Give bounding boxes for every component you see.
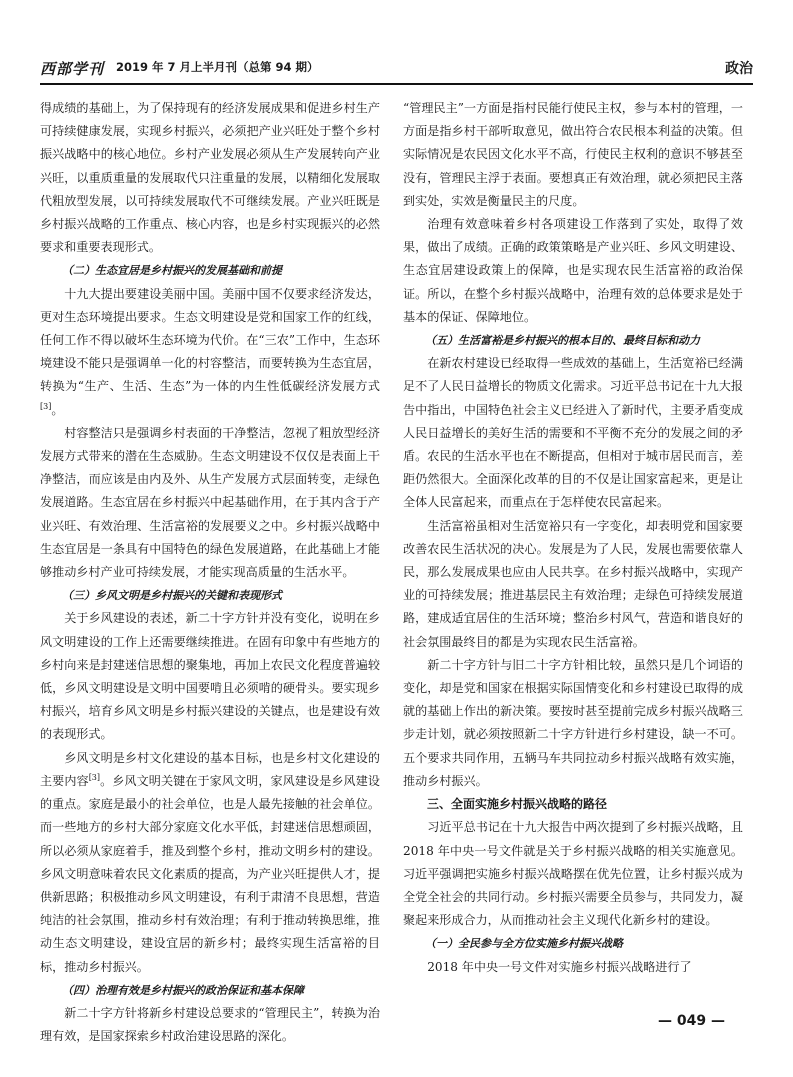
section-label: 政治	[725, 61, 753, 77]
right-column	[403, 97, 743, 979]
section-heading: （二）生态宜居是乡村振兴的发展基础和前提	[62, 264, 282, 278]
paragraph-text: 十九大提出要建设美丽中国。美丽中国不仅要求经济发达，更对生态环境提出要求。生态文明建设是党和国家工作的红线，任何工作不得以破坏生态环境为代价。在“三农”工作中，生态环境建设不能只是强调单一化的村容整洁，而要转换为生态宜居，转换为“生产、生活、生态”为一体的内生性低碳经济发展方式	[40, 286, 380, 394]
section-heading: （四）治理有效是乡村振兴的政治保证和基本保障	[62, 983, 304, 997]
reference-mark: [3]	[88, 772, 101, 782]
issue-info: 2019 年 7 月上半月刊（总第 94 期）	[116, 60, 319, 74]
paragraph: 得成绩的基础上，为了保持现有的经济发展成果和促进乡村生产可持续健康发展，实现乡村振兴，必须把产业兴旺处于整个乡村振兴战略中的核心地位。乡村产业发展必须从生产发展转向产业兴旺，以重质重量的发展取代只注重量的发展，以精细化发展取代粗放型发展，以可持续发展取代不可继续发展。产业兴旺既是乡村振兴战略的工作重点、核心内容，也是乡村实现振兴的必然要求和重要表现形式。	[40, 101, 380, 255]
section-heading: （三）乡风文明是乡村振兴的关键和表现形式	[62, 589, 282, 603]
paragraph-text: 乡风文明是乡村文化建设的基本目标，也是乡村文化建设的主要内容	[40, 750, 380, 788]
paragraph: 治理有效意味着乡村各项建设工作落到了实处，取得了效果，做出了成绩。正确的政策策略是产业兴旺、乡风文明建设、生态宜居建设政策上的保障，也是实现农民生活富裕的政治保证。所以，在整个乡村振兴战略中，治理有效的总体要求是处于基本的保证、保障地位。	[403, 217, 743, 324]
left-column	[40, 97, 380, 1048]
section-heading: （五）生活富裕是乡村振兴的根本目的、最终目标和动力	[425, 334, 700, 348]
paragraph: 新二十字方针将新乡村建设总要求的“管理民主”，转换为治理有效，是国家探索乡村政治建设思路的深化。	[40, 1005, 380, 1044]
paragraph: 生活富裕虽相对生活宽裕只有一字变化，却表明党和国家要改善农民生活状况的决心。发展是为了人民，发展也需要依靠人民，那么发展成果也应由人民共享。在乡村振兴战略中，实现产业的可持续发展；推进基层民主有效治理；走绿色可持续发展道路，建成适宜居住的生活环境；整治乡村风气，营造和谐良好的社会氛围最终目的都是为实现农民生活富裕。	[403, 518, 743, 649]
paragraph-text: 。乡风文明关键在于家风文明，家风建设是乡风建设的重点。家庭是最小的社会单位，也是人最先接触的社会单位。而一些地方的乡村大部分家庭文化水平低，封建迷信思想顽固，所以必须从家庭着手，推及到整个乡村，推动文明乡村的建设。乡风文明意味着农民文化素质的提高，为产业兴旺提供人才，提供新思路；积极推动乡风文明建设，有利于肃清不良思想，营造纯洁的社会氛围，推动乡村有效治理；有利于推动转换思维，推动生态文明建设，建设宜居的新乡村；最终实现生活富裕的目标，推动乡村振兴。	[40, 773, 380, 974]
paragraph: 新二十字方针与旧二十字方针相比较，虽然只是几个词语的变化，却是党和国家在根据实际国情变化和乡村建设已取得的成就的基础上作出的新决策。要按时甚至提前完成乡村振兴战略三步走计划，就必须按照新二十字方针进行乡村建设，缺一不可。五个要求共同作用，五辆马车共同拉动乡村振兴战略有效实施，推动乡村振兴。	[403, 657, 743, 788]
page-number: — 049 —	[658, 1013, 725, 1029]
journal-title: 西部学刊	[40, 60, 105, 78]
paragraph	[40, 747, 380, 979]
paragraph: 在新农村建设已经取得一些成效的基础上，生活宽裕已经满足不了人民日益增长的物质文化需求。习近平总书记在十九大报告中指出，中国特色社会主义已经进入了新时代，主要矛盾变成人民日益增长的美好生活的需要和不平衡不充分的发展之间的矛盾。农民的生活水平也在不断提高，但相对于城市居民而言，差距仍然很大。全面深化改革的目的不仅是让国家富起来，更是让全体人民富起来，而重点在于怎样使农民富起来。	[403, 356, 743, 510]
paragraph-text: 。	[51, 402, 64, 417]
section-heading: （一）全民参与全方位实施乡村振兴战略	[425, 937, 623, 951]
paragraph: 习近平总书记在十九大报告中两次提到了乡村振兴战略，且 2018 年中央一号文件就是关于乡村振兴战略的相关实施意见。习近平强调把实施乡村振兴战略摆在优先位置，让乡村振兴成为全党全社会的共同行动。乡村振兴需要全员参与，共同发力，凝聚起来形成合力，从而推动社会主义现代化新乡村的建设。	[403, 820, 743, 928]
paragraph: 关于乡风建设的表述，新二十字方针并没有变化，说明在乡风文明建设的工作上还需要继续推进。在固有印象中有些地方的乡村向来是封建迷信思想的聚集地，再加上农民文化程度普遍较低，乡风文明建设是文明中国要啃且必须啃的硬骨头。要实现乡村振兴，培育乡风文明是乡村振兴建设的关键点，也是建设有效的表现形式。	[40, 611, 380, 742]
paragraph	[40, 283, 380, 422]
paragraph: 村容整洁只是强调乡村表面的干净整洁，忽视了粗放型经济发展方式带来的潜在生态威胁。生态文明建设不仅仅是表面上干净整洁，而应该是由内及外、从生产发展方式层面转变，走绿色发展道路。生态宜居在乡村振兴中起基础作用，在于其内含于产业兴旺、有效治理、生活富裕的发展要义之中。乡村振兴战略中生态宜居是一条具有中国特色的绿色发展道路，在此基础上才能够推动乡村产业可持续发展，才能实现高质量的生活水平。	[40, 425, 380, 580]
paragraph: “管理民主”一方面是指村民能行使民主权，参与本村的管理，一方面是指乡村干部听取意见，做出符合农民根本利益的决策。但实际情况是农民因文化水平不高，行使民主权利的意识不够甚至没有，管理民主浮于表面。要想真正有效治理，就必须把民主落到实处，实效是衡量民主的尺度。	[403, 101, 743, 208]
page-header	[40, 58, 753, 82]
paragraph: 2018 年中央一号文件对实施乡村振兴战略进行了	[427, 959, 692, 974]
main-section-heading: 三、全面实施乡村振兴战略的路径	[427, 797, 608, 812]
reference-mark: [3]	[40, 401, 52, 411]
header-rule	[40, 83, 753, 85]
